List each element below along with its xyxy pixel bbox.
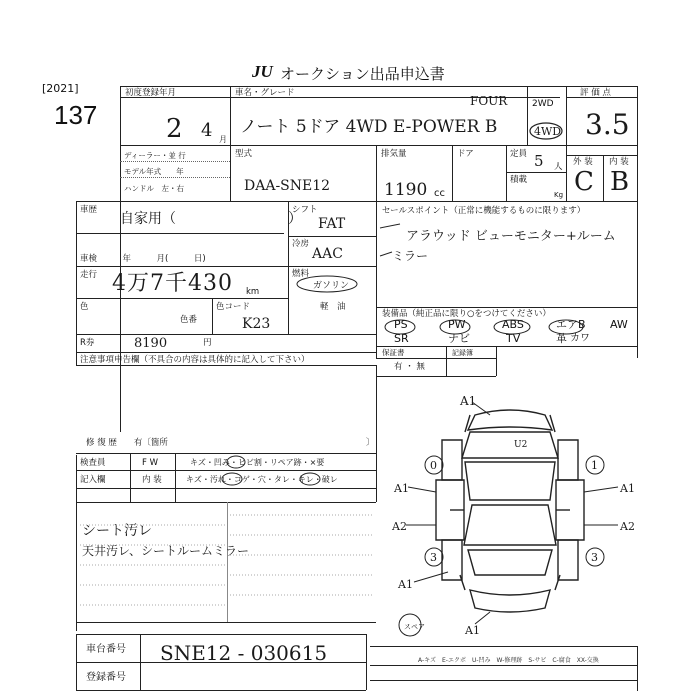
hw-sales-point-2: ミラー — [392, 249, 429, 263]
label-color-code: 色コード — [216, 302, 251, 312]
label-recycle: R券 — [80, 338, 95, 348]
hw-shift: FAT — [318, 216, 346, 232]
label-repair: 修 復 歴 有〔箇所 — [86, 438, 168, 448]
label-shift: シフト — [292, 205, 318, 215]
hw-cooling: AAC — [312, 246, 343, 262]
ju-logo: JU — [252, 62, 273, 81]
equip-ps: PS — [394, 318, 408, 331]
hw-capacity: 5 — [534, 152, 544, 170]
label-cooling: 冷房 — [292, 239, 310, 249]
label-capacity-unit: 人 — [554, 162, 563, 172]
equip-sr: SR — [394, 332, 409, 345]
label-handle: ハンドル 左・右 — [124, 184, 184, 193]
hw-exterior-grade: C — [574, 167, 594, 197]
label-displacement: 排気量 — [381, 149, 407, 159]
label-reg-no: 登録番号 — [86, 672, 126, 683]
label-color: 色 — [80, 302, 89, 312]
equip-tv: TV — [506, 332, 521, 345]
wheel-fl: 0 — [430, 459, 437, 472]
hw-fuel: ガソリン — [313, 281, 350, 291]
hw-interior-grade: B — [610, 167, 630, 197]
hw-4wd: 4WD — [534, 125, 562, 138]
equip-navi: ナビ — [448, 332, 470, 345]
wheel-circle-rl — [425, 548, 443, 566]
label-2wd: 2WD — [532, 99, 554, 109]
dmg-left-bottom: A1 — [398, 578, 413, 591]
form-title: オークション出品申込書 — [280, 65, 445, 83]
wheel-fr: 1 — [591, 459, 598, 472]
hw-interior-note-1: シート汚レ — [82, 523, 152, 539]
label-notes: 注意事項申告欄（不具合の内容は具体的に記入して下さい） — [80, 355, 310, 365]
circle-airbag — [549, 320, 583, 334]
label-entry: 記入欄 — [80, 475, 106, 485]
label-equipment: 装備品（純正品に限り○をつけてください） — [382, 309, 551, 319]
equip-aw: AW — [610, 318, 628, 331]
hw-displacement: 1190 — [384, 180, 428, 200]
dmg-top-u: U2 — [514, 440, 528, 450]
label-chassis-no: 車台番号 — [86, 644, 126, 655]
circle-fuel — [297, 276, 357, 292]
spare-label: スペア — [404, 623, 425, 631]
label-yes-no: 有 ・ 無 — [394, 362, 425, 372]
equip-kawa: カワ — [570, 333, 590, 344]
label-inspector: 検査員 — [80, 458, 106, 468]
hw-reg-month: 4 — [201, 120, 213, 141]
hw-model-code: DAA-SNE12 — [244, 178, 331, 194]
label-fw: F W — [142, 458, 158, 468]
label-history: 車歴 — [80, 205, 98, 215]
dmg-bottom: A1 — [465, 624, 480, 637]
label-load: 積載 — [510, 175, 528, 185]
lot-number: 137 — [54, 100, 98, 130]
dmg-left-mid: A1 — [394, 482, 409, 495]
label-rating: 評 価 点 — [580, 88, 611, 98]
label-capacity: 定員 — [510, 149, 528, 159]
hw-car-name: ノート 5ドア 4WD E-POWER B — [240, 117, 498, 137]
label-mileage: 走行 — [80, 270, 98, 280]
label-doors: ドア — [457, 149, 474, 159]
hw-score: 3.5 — [585, 108, 630, 141]
label-dealer: ディーラー・並 行 — [124, 151, 186, 160]
car-diagram — [436, 410, 584, 612]
equip-airbag: エアB — [556, 318, 586, 331]
label-cc: cc — [434, 188, 445, 199]
wheel-rl: 3 — [430, 551, 437, 564]
hw-sales-point-1: アラウッド ビューモニター+ルーム — [406, 229, 616, 244]
circle-dirt — [222, 473, 242, 485]
label-color-no: 色番 — [180, 315, 198, 325]
label-record-book: 記録簿 — [452, 349, 473, 357]
hw-mileage: 4万7千430 — [112, 271, 233, 296]
label-yen: 円 — [203, 338, 212, 348]
damage-legend: A-キズ E-エクボ U-凹み W-修理跡 S-サビ C-腐食 XX-交換 — [418, 657, 599, 664]
circle-ps — [385, 320, 415, 334]
dmg-top: A1 — [460, 394, 477, 408]
label-interior-row: 内 装 — [142, 475, 162, 485]
dmg-left-low: A2 — [392, 520, 407, 533]
hw-grade-four: FOUR — [470, 94, 508, 108]
label-model-code: 型式 — [235, 149, 253, 159]
hw-reg-month-unit: 月 — [219, 135, 227, 144]
label-interior: 内 装 — [609, 157, 629, 167]
wheel-circle-fr — [586, 456, 604, 474]
hw-history: 自家用（ ） — [120, 211, 302, 227]
dmg-right-low: A2 — [620, 520, 635, 533]
label-tire-record: 保証書 — [382, 348, 405, 357]
label-diesel: 軽 油 — [320, 302, 346, 312]
circle-sag — [300, 473, 320, 485]
circle-4wd — [530, 123, 562, 139]
label-inspection: 車検 年 月( 日) — [80, 254, 206, 264]
circle-abs — [494, 320, 530, 334]
wheel-circle-fl — [425, 456, 443, 474]
label-exterior: 外 装 — [573, 157, 593, 167]
wheel-rr: 3 — [591, 551, 598, 564]
circle-pw — [440, 320, 470, 334]
equip-leather: 革 — [556, 332, 567, 345]
hw-reg-year: 2 — [166, 114, 183, 144]
equip-abs: ABS — [502, 318, 524, 331]
label-interior-items: キズ・汚れ・コゲ・穴・タレ・キレ・破レ — [186, 475, 338, 484]
label-sales-points: セールスポイント（正常に機能するものに限ります） — [382, 206, 586, 216]
label-car-name: 車名・グレード — [235, 88, 295, 98]
spare-circle — [399, 614, 421, 636]
equip-pw: PW — [448, 318, 466, 331]
dmg-right-mid: A1 — [620, 482, 635, 495]
label-repair-end: 〕 — [366, 438, 375, 448]
label-km: km — [246, 287, 260, 297]
label-first-reg: 初度登録年月 — [125, 88, 177, 98]
circle-dent — [227, 456, 245, 468]
label-load-unit: Kg — [554, 191, 564, 199]
year-tag: [2021] — [42, 82, 79, 95]
hw-interior-note-2: 天井汚レ、シートルームミラー — [82, 544, 250, 558]
label-fuel: 燃料 — [292, 269, 310, 279]
hw-chassis-no: SNE12 - 030615 — [160, 641, 328, 665]
label-fw-items: キズ・凹み・ヒビ割・リペア跡・×要 — [190, 458, 325, 467]
label-model-year: モデル年式 年 — [124, 167, 184, 176]
hw-recycle: 8190 — [134, 336, 168, 351]
wheel-circle-rr — [586, 548, 604, 566]
hw-color-code: K23 — [242, 316, 271, 332]
